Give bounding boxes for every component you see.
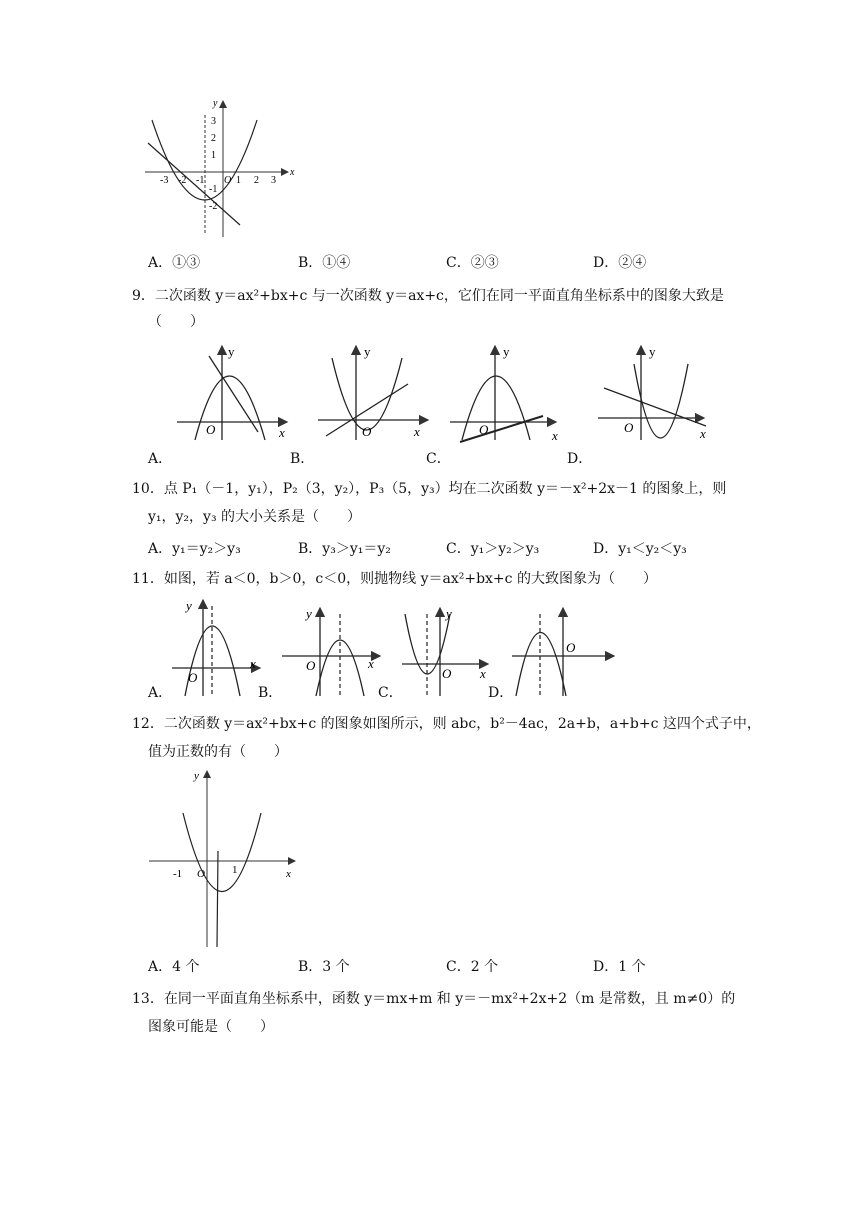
- q9-a-y: y: [228, 344, 235, 359]
- q9-graph-c: [448, 342, 568, 442]
- q8-option-a[interactable]: A．①③: [148, 255, 201, 271]
- q13-stem-line1: 13．在同一平面直角坐标系中，函数 y＝mx+m 和 y＝－mx²+2x+2（m 是常数，且 m≠0）的: [132, 991, 736, 1007]
- q8-tick-x-neg2: -2: [178, 175, 187, 186]
- q10-option-b[interactable]: B．y₃＞y₁＝y₂: [298, 541, 391, 557]
- q13-stem-line2: 图象可能是（ ）: [148, 1019, 274, 1035]
- q12-x-label: x: [286, 868, 291, 880]
- q8-tick-x-neg1: -1: [196, 175, 205, 186]
- q9-b-o: O: [362, 424, 372, 439]
- q11-option-d[interactable]: D．: [488, 685, 514, 701]
- q11-graph-b: [280, 604, 390, 696]
- q9-b-y: y: [364, 344, 371, 359]
- q8-tick-x-neg3: -3: [160, 175, 169, 186]
- q11-graph-a: [170, 596, 270, 696]
- q9-d-x: x: [700, 426, 706, 441]
- q8-x-label: x: [290, 167, 295, 178]
- q12-stem-line1: 12．二次函数 y＝ax²+bx+c 的图象如图所示，则 abc，b²－4ac，2a+b，a+b+c 这四个式子中，: [132, 716, 761, 732]
- q11-c-y: y: [446, 606, 452, 621]
- q11-d-o: O: [566, 640, 576, 655]
- q11-c-x: x: [480, 666, 486, 681]
- q11-a-o: O: [188, 670, 198, 685]
- q9-option-a[interactable]: A．: [148, 451, 173, 467]
- q9-stem-line1: 9．二次函数 y＝ax²+bx+c 与一次函数 y＝ax+c，它们在同一平面直角坐标系中的图象大致是: [132, 288, 724, 304]
- q11-graph-d: [510, 604, 620, 696]
- q8-figure: [140, 95, 310, 245]
- q8-origin: O: [224, 175, 232, 186]
- q12-y-label: y: [194, 770, 199, 782]
- q11-b-y: y: [306, 606, 312, 621]
- q11-c-o: O: [442, 666, 452, 681]
- q9-c-y: y: [503, 344, 510, 359]
- q8-tick-x-2: 2: [254, 175, 259, 186]
- q9-d-o: O: [624, 420, 634, 435]
- q11-a-x: x: [250, 656, 256, 671]
- q9-a-x: x: [279, 425, 285, 440]
- q8-tick-x-1: 1: [236, 175, 241, 186]
- q8-option-c[interactable]: C．②③: [446, 255, 499, 271]
- q8-tick-y-1: 1: [211, 150, 216, 161]
- q11-a-y: y: [186, 598, 192, 613]
- q9-c-o: O: [479, 422, 489, 437]
- q11-option-a[interactable]: A．: [148, 685, 173, 701]
- q8-option-b[interactable]: B．①④: [298, 255, 351, 271]
- q11-option-c[interactable]: C．: [378, 685, 403, 701]
- q8-option-d[interactable]: D．②④: [593, 255, 647, 271]
- q11-b-x: x: [368, 656, 374, 671]
- q10-option-d[interactable]: D．y₁＜y₂＜y₃: [593, 541, 687, 557]
- q8-tick-y-3: 3: [211, 116, 216, 127]
- q8-tick-y-2: 2: [211, 133, 216, 144]
- q11-graph-c: [400, 604, 495, 696]
- q10-option-a[interactable]: A．y₁＝y₂＞y₃: [148, 541, 241, 557]
- q12-tick-neg1: -1: [173, 868, 183, 880]
- q9-b-x: x: [414, 424, 420, 439]
- q9-option-b[interactable]: B．: [290, 451, 315, 467]
- q12-figure: [145, 765, 305, 950]
- q12-option-d[interactable]: D．1 个: [593, 959, 646, 975]
- q11-option-b[interactable]: B．: [258, 685, 283, 701]
- q12-option-c[interactable]: C．2 个: [446, 959, 499, 975]
- q9-graph-d: [596, 342, 716, 442]
- q10-stem-line2: y₁，y₂，y₃ 的大小关系是（ ）: [148, 509, 362, 525]
- q8-tick-x-3: 3: [271, 175, 276, 186]
- q12-option-a[interactable]: A．4 个: [148, 959, 200, 975]
- q9-c-x: x: [552, 428, 558, 443]
- q9-stem-line2: （ ）: [148, 314, 204, 330]
- q12-stem-line2: 值为正数的有（ ）: [148, 744, 288, 760]
- q10-option-c[interactable]: C．y₁＞y₂＞y₃: [446, 541, 540, 557]
- q12-option-b[interactable]: B．3 个: [298, 959, 350, 975]
- q12-tick-1: 1: [232, 864, 238, 876]
- q9-graph-b: [316, 342, 436, 442]
- q9-a-o: O: [206, 422, 216, 437]
- q11-b-o: O: [306, 658, 316, 673]
- q8-y-label: y: [213, 98, 218, 109]
- q12-origin: O: [197, 868, 205, 880]
- q9-option-d[interactable]: D．: [567, 451, 593, 467]
- q8-tick-y-neg2: -2: [209, 201, 218, 212]
- q9-d-y: y: [649, 344, 656, 359]
- q11-stem-line1: 11．如图，若 a＜0，b＞0，c＜0，则抛物线 y＝ax²+bx+c 的大致图象为（ ）: [132, 571, 657, 587]
- q9-graph-a: [175, 342, 295, 442]
- q10-stem-line1: 10．点 P₁（－1，y₁），P₂（3，y₂），P₃（5，y₃）均在二次函数 y＝－x²+2x－1 的图象上，则: [132, 481, 727, 497]
- q8-tick-y-neg1: -1: [209, 184, 218, 195]
- q9-option-c[interactable]: C．: [426, 451, 451, 467]
